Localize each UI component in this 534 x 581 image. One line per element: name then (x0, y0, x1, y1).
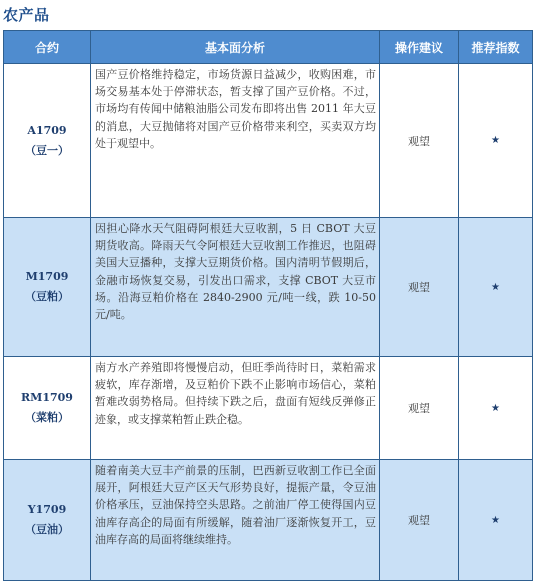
rating-star-icon: ★ (459, 357, 533, 460)
contract-cell (4, 64, 91, 218)
advice-cell: 观望 (380, 357, 459, 460)
table-header-row (4, 31, 533, 64)
advice-cell: 观望 (380, 64, 459, 218)
rating-star-icon: ★ (459, 460, 533, 581)
section-title: 农产品 (3, 6, 50, 24)
recommendation-table (3, 30, 533, 581)
contract-cell (4, 357, 91, 460)
contract-code: Y1709 (27, 503, 67, 516)
contract-name: （菜粕） (25, 411, 69, 424)
contract-code: M1709 (25, 270, 69, 283)
analysis-cell: 南方水产养殖即将慢慢启动，但旺季尚待时日，菜粕需求疲软，库存渐增，及豆粕价下跌不止影响市场信心，菜粕暂难改弱势格局。但持续下跌之后，盘面有短线反弹修正迹象，或支撑菜粕暂止跌企稳。 (91, 357, 380, 460)
header-advice: 操作建议 (380, 31, 459, 64)
advice-cell: 观望 (380, 460, 459, 581)
advice-cell: 观望 (380, 218, 459, 357)
analysis-cell: 随着南美大豆丰产前景的压制，巴西新豆收割工作已全面展开，阿根廷大豆产区天气形势良好，提振产量，令豆油价格承压，豆油保持空头思路。之前油厂停工使得国内豆油库存高企的局面有所缓解，随着油厂逐渐恢复开工，豆油库存高的局面将继续维持。 (91, 460, 380, 581)
table-row (4, 64, 533, 218)
contract-name: （豆粕） (25, 290, 69, 303)
analysis-cell: 因担心降水天气阻碍阿根廷大豆收割，5 日 CBOT 大豆期货收高。降雨天气令阿根廷大豆收割工作推迟，也阻碍美国大豆播种，支撑大豆期货价格。国内清明节假期后，金融市场恢复交易，引发出口需求，支撑 CBOT 大豆市场。沿海豆粕价格在 2840-2900 元/吨一线，跌 10-50 元/吨。 (91, 218, 380, 357)
contract-name: （豆一） (25, 143, 69, 157)
header-analysis: 基本面分析 (91, 31, 380, 64)
table-row (4, 357, 533, 460)
table-row (4, 218, 533, 357)
header-contract: 合约 (4, 31, 91, 64)
contract-cell (4, 218, 91, 357)
header-rating: 推荐指数 (459, 31, 533, 64)
analysis-cell: 国产豆价格维持稳定，市场货源日益减少，收购困难，市场交易基本处于停滞状态，暂支撑了国产豆价格。不过，市场均有传闻中储粮油脂公司发布即将出售 2011 年大豆的消息，大豆抛储将对国产豆价格带来利空，买卖双方均处于观望中。 (91, 64, 380, 218)
contract-cell (4, 460, 91, 581)
table-row (4, 460, 533, 581)
contract-code: RM1709 (21, 391, 73, 404)
contract-name: （豆油） (25, 523, 69, 536)
rating-star-icon: ★ (459, 64, 533, 218)
contract-code: A1709 (27, 123, 67, 137)
rating-star-icon: ★ (459, 218, 533, 357)
